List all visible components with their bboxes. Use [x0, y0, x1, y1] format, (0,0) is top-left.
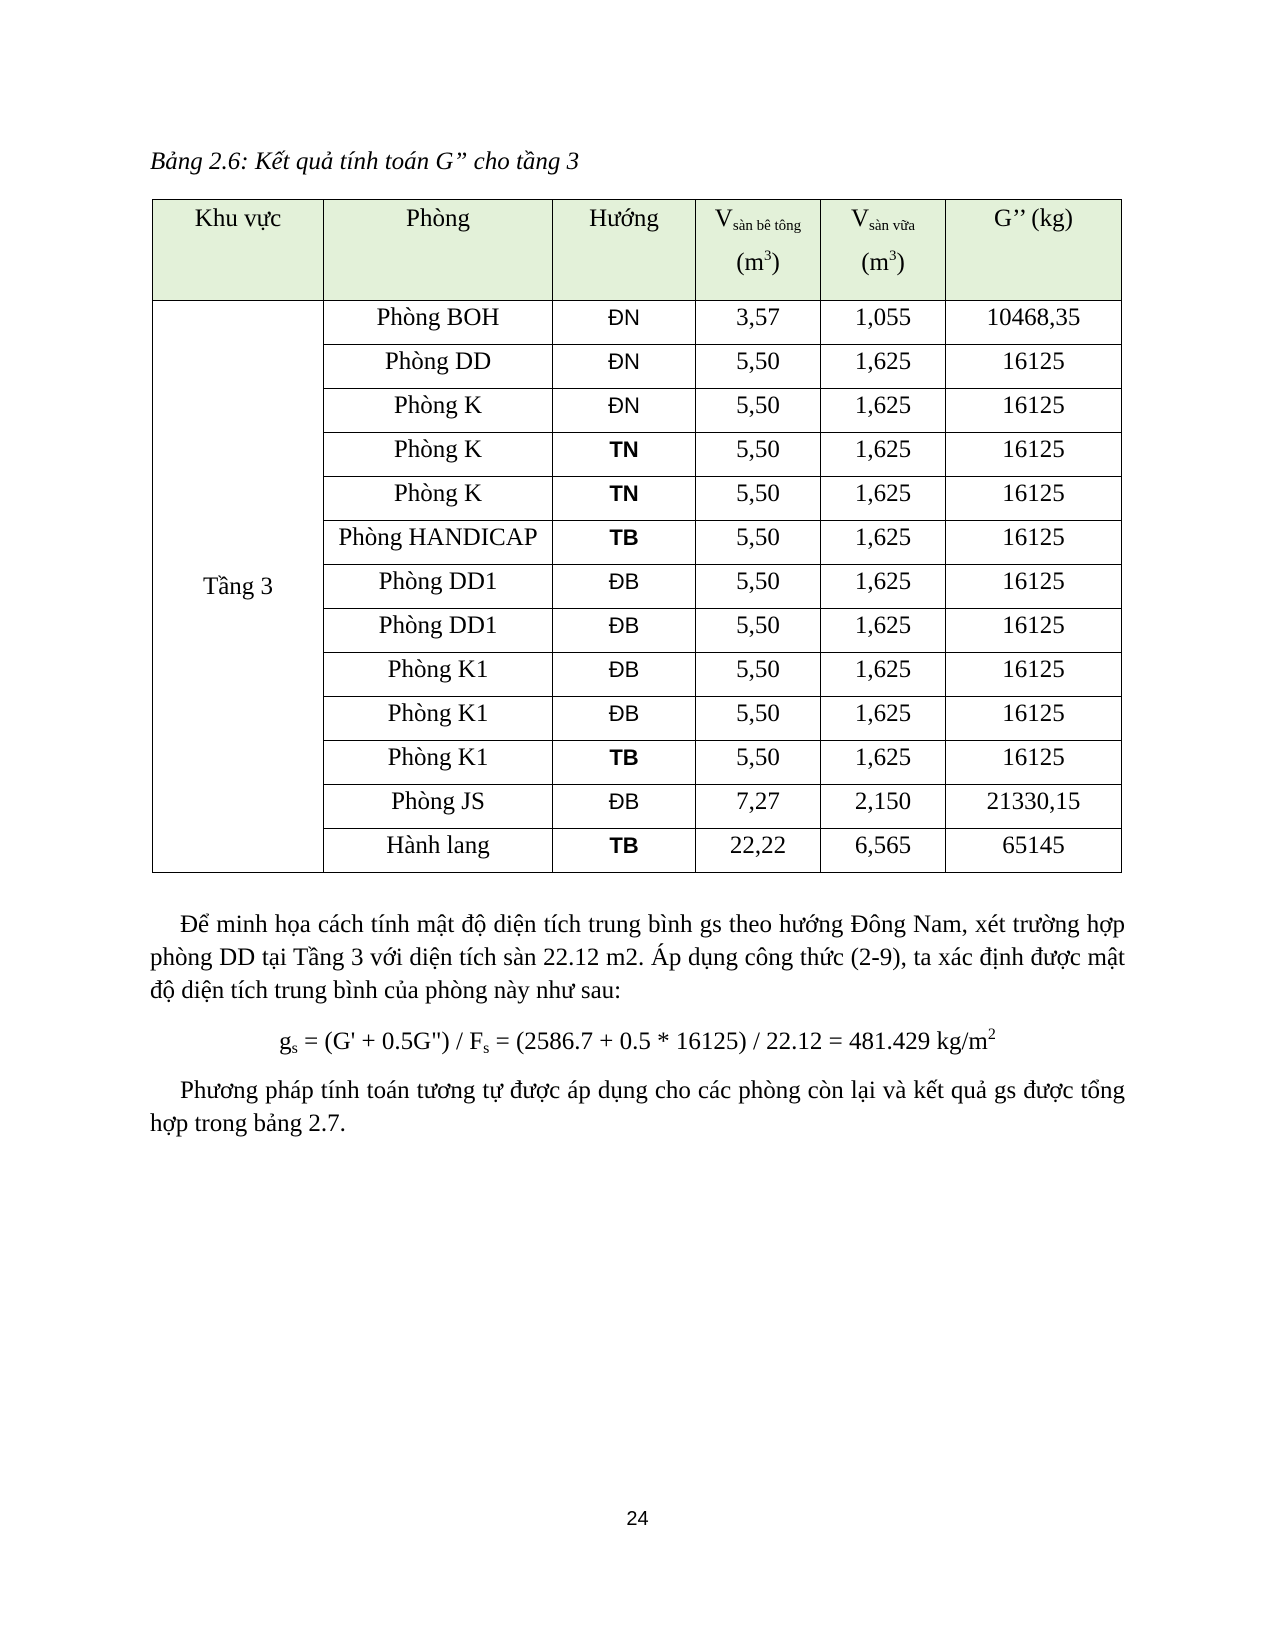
- area-cell: Tầng 3: [153, 301, 324, 873]
- header-direction: Hướng: [553, 200, 696, 301]
- direction-cell: TB: [553, 521, 696, 565]
- v-mortar-cell: 1,625: [821, 389, 946, 433]
- direction-cell: ĐB: [553, 609, 696, 653]
- room-cell: Hành lang: [324, 829, 553, 873]
- g2-cell: 21330,15: [946, 785, 1122, 829]
- v-concrete-cell: 7,27: [696, 785, 821, 829]
- v-mortar-cell: 1,625: [821, 609, 946, 653]
- v-concrete-cell: 5,50: [696, 389, 821, 433]
- direction-cell: TB: [553, 741, 696, 785]
- direction-cell: TN: [553, 477, 696, 521]
- header-v-concrete-unit: $(m^3)$: [736, 248, 780, 276]
- header-room: Phòng: [324, 200, 553, 301]
- v-mortar-cell: 1,625: [821, 345, 946, 389]
- v-concrete-cell: 5,50: [696, 565, 821, 609]
- header-row: [153, 200, 1122, 301]
- v-mortar-cell: 1,625: [821, 653, 946, 697]
- g2-cell: 16125: [946, 741, 1122, 785]
- g2-cell: 16125: [946, 697, 1122, 741]
- room-cell: Phòng JS: [324, 785, 553, 829]
- header-area: Khu vực: [153, 200, 324, 301]
- v-concrete-cell: 5,50: [696, 609, 821, 653]
- room-cell: Phòng DD: [324, 345, 553, 389]
- direction-cell: ĐB: [553, 785, 696, 829]
- table-caption: Bảng 2.6: Kết quả tính toán G” cho tầng 3: [150, 148, 580, 175]
- g2-cell: 16125: [946, 477, 1122, 521]
- room-cell: Phòng HANDICAP: [324, 521, 553, 565]
- direction-cell: ĐN: [553, 301, 696, 345]
- v-concrete-cell: 22,22: [696, 829, 821, 873]
- direction-cell: TN: [553, 433, 696, 477]
- room-cell: Phòng K: [324, 477, 553, 521]
- room-cell: Phòng K: [324, 433, 553, 477]
- v-mortar-cell: 1,625: [821, 741, 946, 785]
- v-mortar-cell: 1,625: [821, 697, 946, 741]
- v-concrete-cell: 5,50: [696, 433, 821, 477]
- direction-cell: ĐN: [553, 345, 696, 389]
- direction-cell: ĐB: [553, 697, 696, 741]
- v-concrete-cell: 5,50: [696, 521, 821, 565]
- v-mortar-cell: 6,565: [821, 829, 946, 873]
- v-mortar-cell: 2,150: [821, 785, 946, 829]
- g2-cell: 16125: [946, 389, 1122, 433]
- table-row: [153, 301, 1122, 345]
- g2-cell: 10468,35: [946, 301, 1122, 345]
- header-g2: G’’ (kg): [946, 200, 1122, 301]
- header-v-concrete-sub: sàn bê tông: [732, 218, 802, 234]
- room-cell: Phòng DD1: [324, 565, 553, 609]
- v-mortar-cell: 1,055: [821, 301, 946, 345]
- g2-cell: 16125: [946, 345, 1122, 389]
- v-mortar-cell: 1,625: [821, 565, 946, 609]
- g2-cell: 16125: [946, 565, 1122, 609]
- room-cell: Phòng K1: [324, 653, 553, 697]
- g2-cell: 16125: [946, 433, 1122, 477]
- v-concrete-cell: 5,50: [696, 345, 821, 389]
- v-mortar-cell: 1,625: [821, 433, 946, 477]
- v-concrete-cell: 5,50: [696, 653, 821, 697]
- header-v-mortar-sub: sàn vữa: [869, 218, 916, 234]
- g2-cell: 16125: [946, 521, 1122, 565]
- explanation-paragraph: Để minh họa cách tính mật độ diện tích trung bình gs theo hướng Đông Nam, xét trường hợp phòng DD tại Tầng 3 với diện tích sàn 22.12 m2. Áp dụng công thức (2-9), ta xác định được mật độ diện tích trung bình của phòng này như sau:: [150, 911, 1125, 1004]
- room-cell: Phòng K1: [324, 697, 553, 741]
- direction-cell: ĐB: [553, 565, 696, 609]
- room-cell: Phòng BOH: [324, 301, 553, 345]
- v-mortar-cell: 1,625: [821, 477, 946, 521]
- room-cell: Phòng K: [324, 389, 553, 433]
- room-cell: Phòng DD1: [324, 609, 553, 653]
- direction-cell: TB: [553, 829, 696, 873]
- v-concrete-cell: 5,50: [696, 477, 821, 521]
- v-concrete-cell: 5,50: [696, 697, 821, 741]
- header-v-mortar-main: V: [850, 205, 869, 232]
- g2-cell: 16125: [946, 653, 1122, 697]
- g2-cell: 65145: [946, 829, 1122, 873]
- header-v-concrete: [696, 200, 821, 301]
- summary-paragraph: Phương pháp tính toán tương tự được áp dụng cho các phòng còn lại và kết quả gs được tổng hợp trong bảng 2.7.: [150, 1077, 1125, 1137]
- page-number: 24: [626, 1508, 649, 1530]
- room-cell: Phòng K1: [324, 741, 553, 785]
- header-v-mortar: [821, 200, 946, 301]
- direction-cell: ĐN: [553, 389, 696, 433]
- direction-cell: ĐB: [553, 653, 696, 697]
- results-table: [152, 199, 1122, 873]
- header-v-mortar-unit: $(m^3)$: [861, 248, 905, 276]
- v-concrete-cell: 5,50: [696, 741, 821, 785]
- header-v-concrete-main: V: [714, 205, 733, 232]
- formula: gs = (G' + 0.5G") / Fs = (2586.7 + 0.5 * 16125) / 22.12 = 481.429 $kg/m^2$: [279, 1026, 996, 1057]
- g2-cell: 16125: [946, 609, 1122, 653]
- v-concrete-cell: 3,57: [696, 301, 821, 345]
- v-mortar-cell: 1,625: [821, 521, 946, 565]
